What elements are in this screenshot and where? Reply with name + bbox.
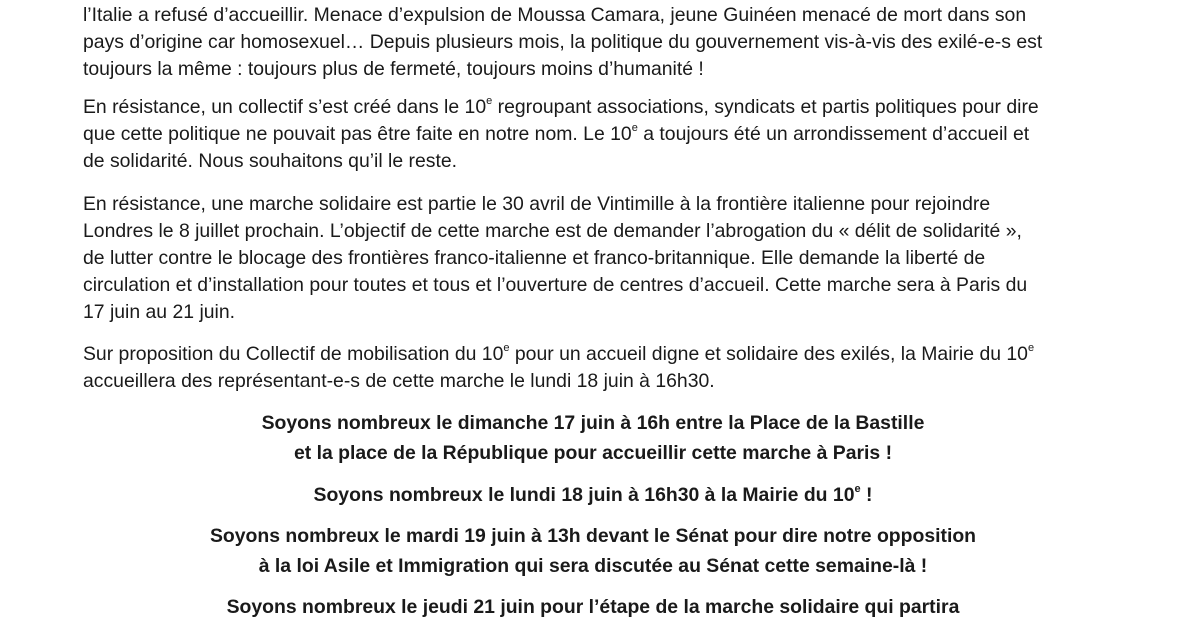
bold-line: et la place de la République pour accueillir cette marche à Paris ! <box>293 442 893 464</box>
bold-line: Soyons nombreux le jeudi 21 juin pour l’étape de la marche solidaire qui partira <box>226 596 960 618</box>
call-dimanche <box>83 408 1103 468</box>
text-segment: regroupant associations, syndicats et partis politiques pour dire <box>492 96 1039 118</box>
text-line <box>83 341 1034 368</box>
call-jeudi <box>83 592 1103 622</box>
ordinal-sup: e <box>503 341 510 354</box>
bold-line: Soyons nombreux le mardi 19 juin à 13h devant le Sénat pour dire notre opposition <box>209 525 977 547</box>
text-line: accueillera des représentant-e-s de cette marche le lundi 18 juin à 16h30. <box>83 370 715 392</box>
text-segment: que cette politique ne pouvait pas être faite en notre nom. Le 10 <box>83 123 632 145</box>
text-line: toujours la même : toujours plus de fermeté, toujours moins d’humanité ! <box>83 58 704 80</box>
text-line: de solidarité. Nous souhaitons qu’il le reste. <box>83 150 458 172</box>
text-segment: pour un accueil digne et solidaire des exilés, la Mairie du 10 <box>509 343 1028 365</box>
text-segment: Sur proposition du Collectif de mobilisation du 10 <box>83 343 504 365</box>
paragraph-intro <box>83 2 1042 83</box>
text-line: En résistance, une marche solidaire est partie le 30 avril de Vintimille à la frontière italienne pour rejoindre <box>83 193 991 215</box>
call-mardi <box>83 521 1103 581</box>
ordinal-sup: e <box>1027 341 1035 354</box>
text-segment: ! <box>860 484 873 506</box>
paragraph-mairie <box>83 341 1034 395</box>
text-line: pays d’origine car homosexuel… Depuis plusieurs mois, la politique du gouvernement vis-à-vis des exilé-e-s est <box>83 31 1043 53</box>
bold-line <box>83 480 1103 510</box>
text-line: Londres le 8 juillet prochain. L’objectif de cette marche est de demander l’abrogation du « délit de solidarité », <box>83 220 1022 242</box>
text-segment: Soyons nombreux le lundi 18 juin à 16h30 à la Mairie du 10 <box>313 484 855 506</box>
text-segment: En résistance, un collectif s’est créé dans le 10 <box>83 96 487 118</box>
call-lundi <box>83 480 1103 510</box>
text-line: 17 juin au 21 juin. <box>83 301 236 323</box>
bold-line: à la loi Asile et Immigration qui sera discutée au Sénat cette semaine-là ! <box>258 555 928 577</box>
ordinal-sup: e <box>631 121 638 134</box>
text-line <box>83 94 1039 121</box>
text-line <box>83 121 1039 148</box>
paragraph-collectif <box>83 94 1039 175</box>
text-line: l’Italie a refusé d’accueillir. Menace d’expulsion de Moussa Camara, jeune Guinéen menacé de mort dans son <box>83 4 1027 26</box>
bold-line: Soyons nombreux le dimanche 17 juin à 16h entre la Place de la Bastille <box>261 412 925 434</box>
text-line: circulation et d’installation pour toutes et tous et l’ouverture de centres d’accueil. Cette marche sera à Paris du <box>83 274 1028 296</box>
text-line: de lutter contre le blocage des frontières franco-italienne et franco-britannique. Elle demande la liberté de <box>83 247 986 269</box>
paragraph-marche <box>83 191 1027 326</box>
ordinal-sup: e <box>486 94 493 107</box>
ordinal-sup: e <box>854 482 861 495</box>
text-segment: a toujours été un arrondissement d’accueil et <box>637 123 1030 145</box>
